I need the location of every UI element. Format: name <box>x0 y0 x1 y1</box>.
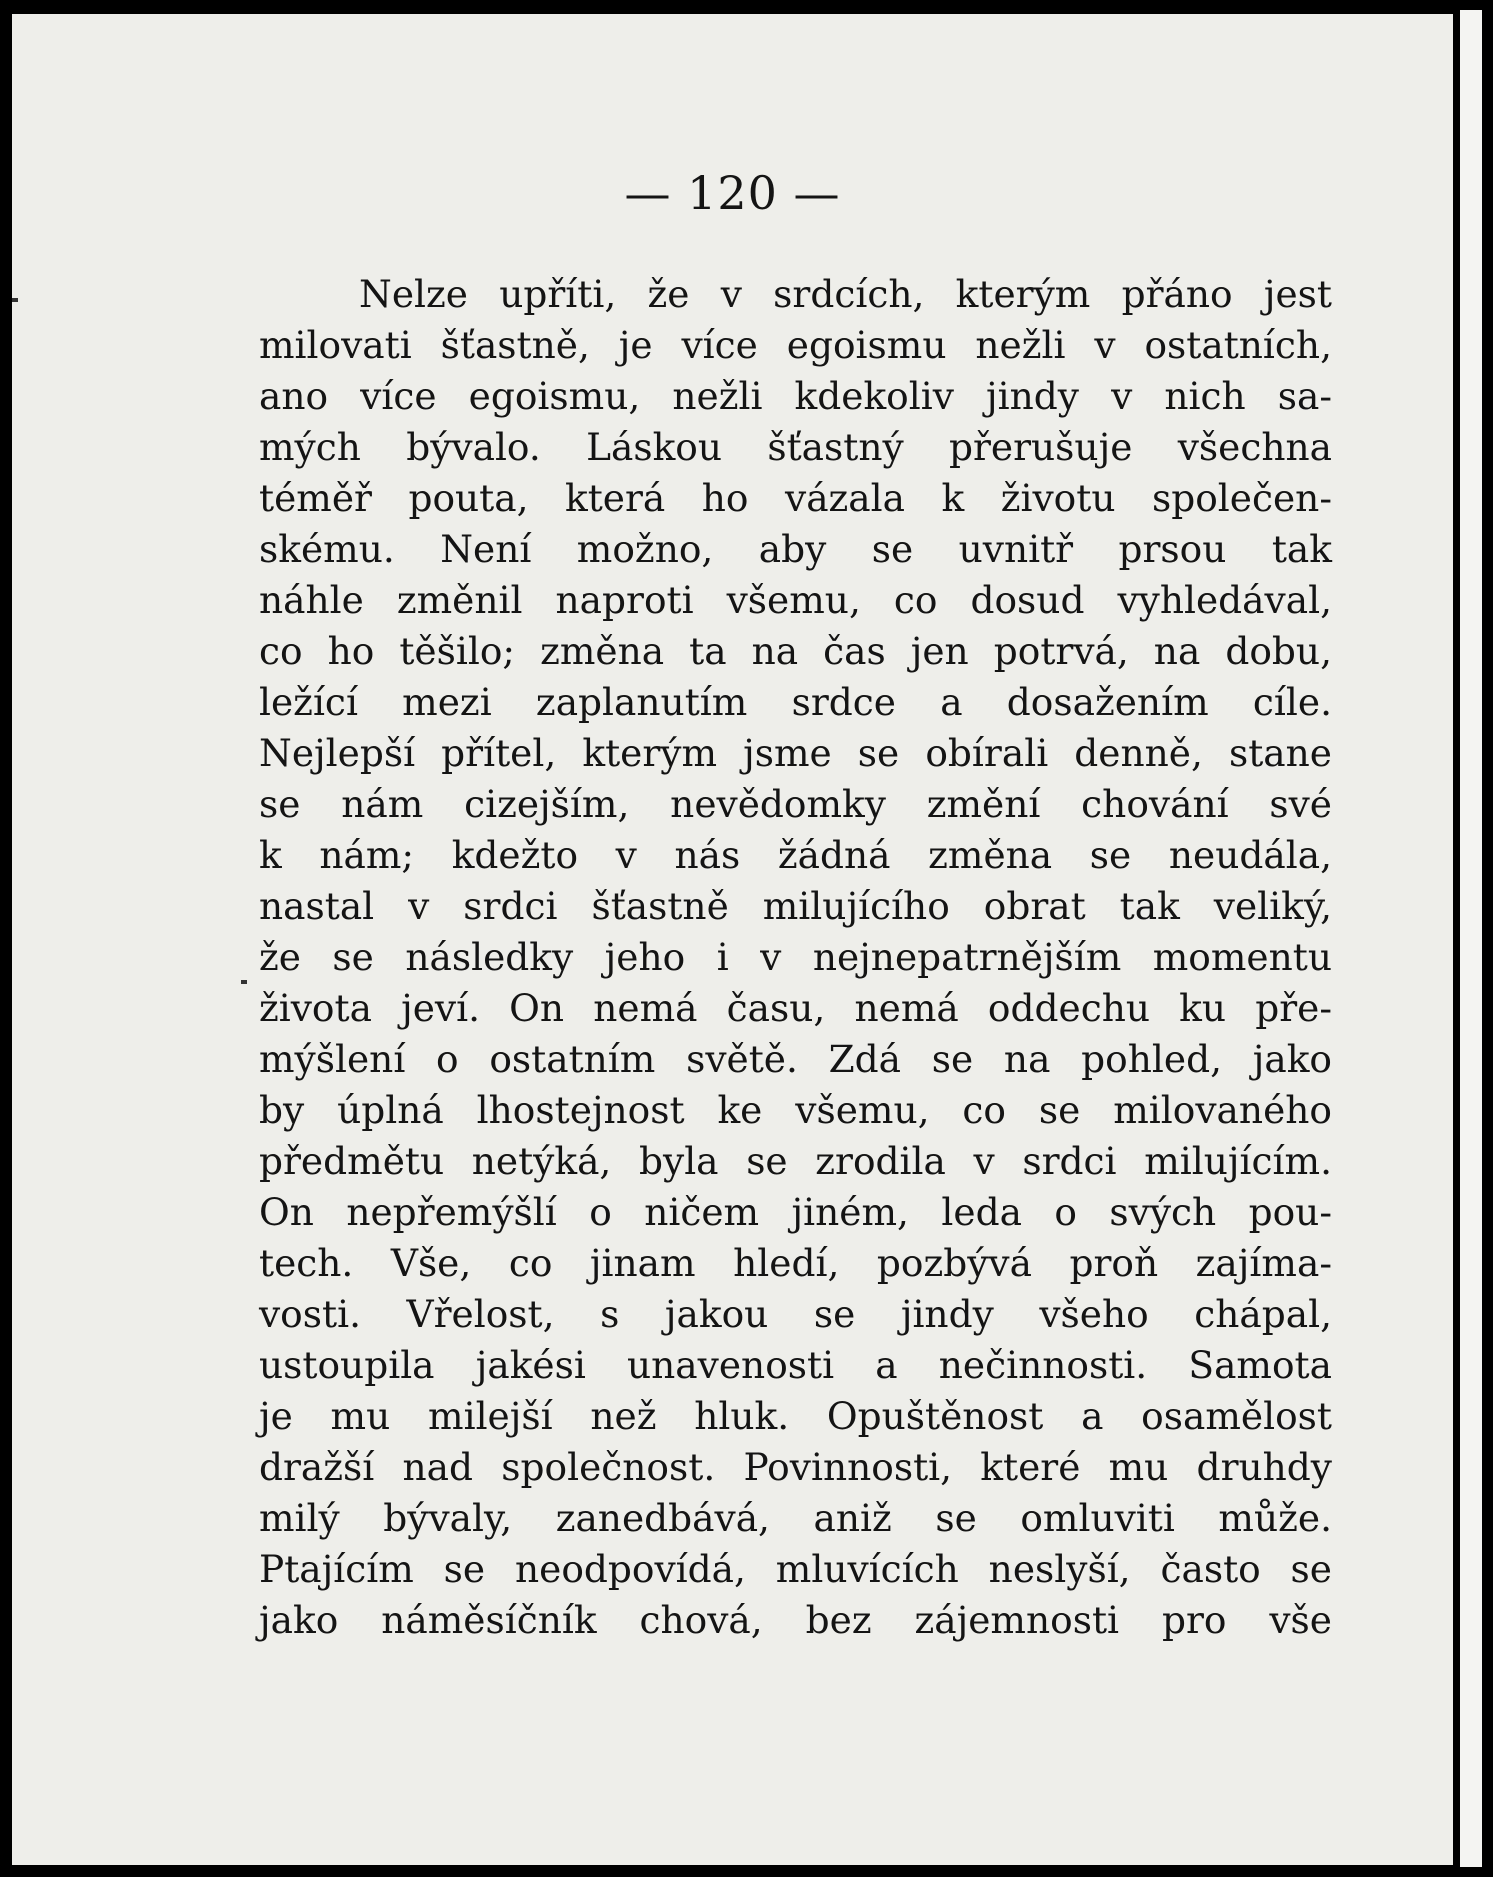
text-line: milovati šťastně, je více egoismu nežli v ostatních, <box>259 323 1332 367</box>
text-line: Ptajícím se neodpovídá, mluvících neslyší, často se <box>259 1547 1332 1591</box>
page-edge <box>1460 10 1482 1867</box>
book-page <box>12 14 1453 1865</box>
text-line: mýšlení o ostatním světě. Zdá se na pohled, jako <box>259 1037 1332 1081</box>
text-line: se nám cizejším, nevědomky změní chování své <box>259 782 1332 826</box>
scan-speck <box>12 298 18 302</box>
text-line: ležící mezi zaplanutím srdce a dosažením cíle. <box>259 680 1332 724</box>
text-line: jako náměsíčník chová, bez zájemnosti pro vše <box>259 1598 1332 1642</box>
text-line: skému. Není možno, aby se uvnitř prsou tak <box>259 527 1332 571</box>
text-line: Nejlepší přítel, kterým jsme se obírali denně, stane <box>259 731 1332 775</box>
text-line: k nám; kdežto v nás žádná změna se neudála, <box>259 833 1332 877</box>
page-number: — 120 — <box>624 166 841 220</box>
text-line: téměř pouta, která ho vázala k životu společen- <box>259 476 1332 520</box>
text-line: mých bývalo. Láskou šťastný přerušuje všechna <box>259 425 1332 469</box>
scan-speck <box>241 980 247 984</box>
text-line: co ho těšilo; změna ta na čas jen potrvá, na dobu, <box>259 629 1332 673</box>
text-line: ustoupila jakési unavenosti a nečinnosti. Samota <box>259 1343 1332 1387</box>
text-line: náhle změnil naproti všemu, co dosud vyhledával, <box>259 578 1332 622</box>
text-line: On nepřemýšlí o ničem jiném, leda o svých pou- <box>259 1190 1332 1234</box>
text-line: že se následky jeho i v nejnepatrnějším momentu <box>259 935 1332 979</box>
text-line: předmětu netýká, byla se zrodila v srdci milujícím. <box>259 1139 1332 1183</box>
text-line: vosti. Vřelost, s jakou se jindy všeho chápal, <box>259 1292 1332 1336</box>
text-line: dražší nad společnost. Povinnosti, které mu druhdy <box>259 1445 1332 1489</box>
text-line: tech. Vše, co jinam hledí, pozbývá proň zajíma- <box>259 1241 1332 1285</box>
text-line: milý bývaly, zanedbává, aniž se omluviti může. <box>259 1496 1332 1540</box>
text-line: ano více egoismu, nežli kdekoliv jindy v nich sa- <box>259 374 1332 418</box>
text-line: je mu milejší než hluk. Opuštěnost a osamělost <box>259 1394 1332 1438</box>
body-text <box>259 269 1332 1646</box>
text-line: života jeví. On nemá času, nemá oddechu ku pře- <box>259 986 1332 1030</box>
text-line: Nelze upříti, že v srdcích, kterým přáno jest <box>359 272 1332 316</box>
text-line: by úplná lhostejnost ke všemu, co se milovaného <box>259 1088 1332 1132</box>
text-line: nastal v srdci šťastně milujícího obrat tak veliký, <box>259 884 1332 928</box>
